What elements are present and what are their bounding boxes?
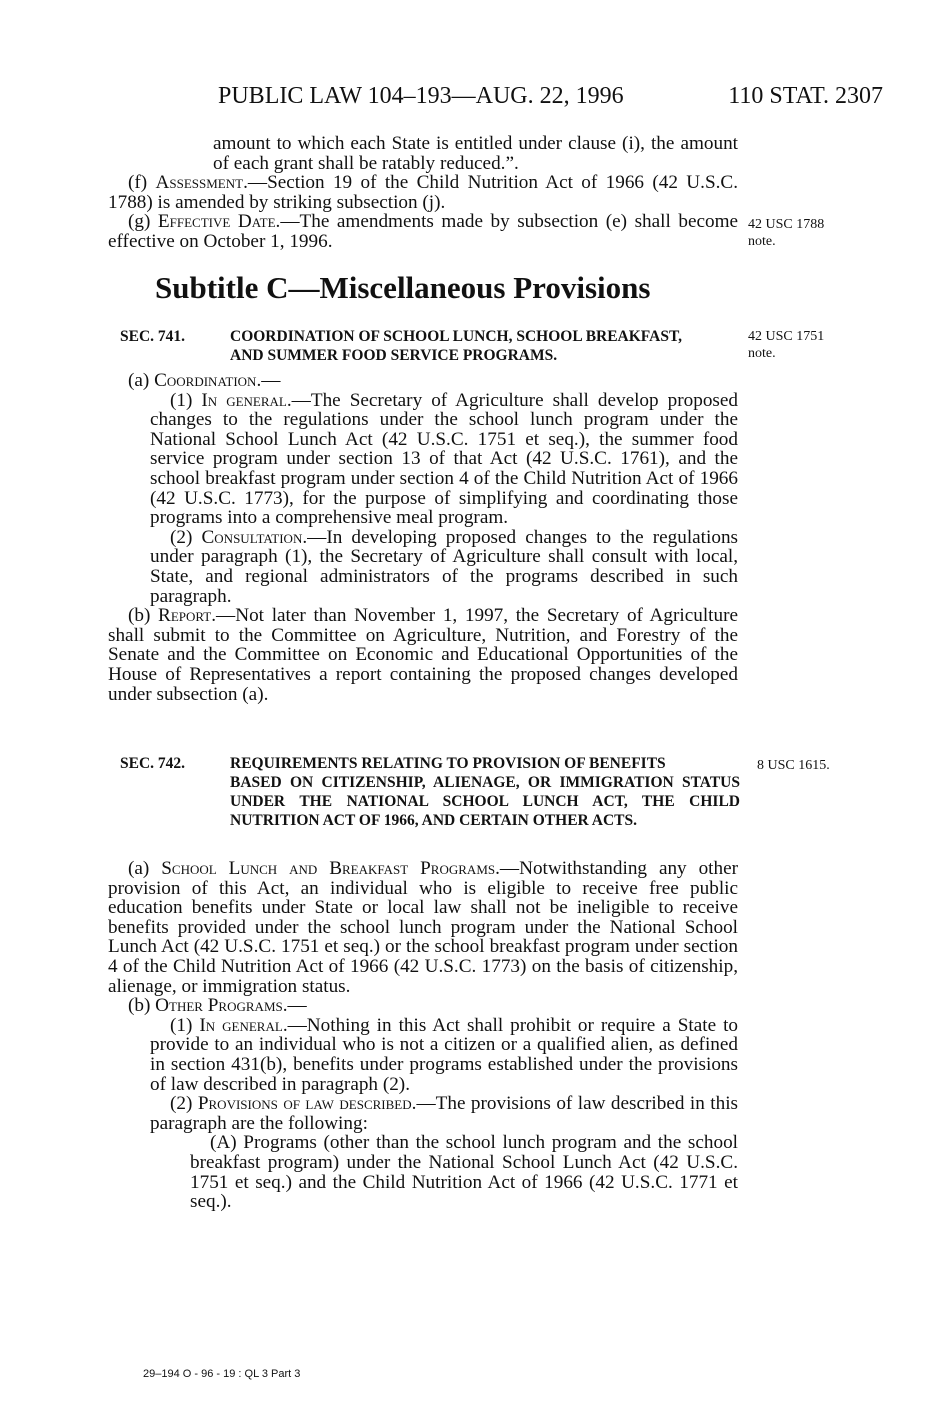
header-law-citation: PUBLIC LAW 104–193—AUG. 22, 1996 <box>218 83 624 109</box>
section-741-heading <box>120 327 740 365</box>
section-741-body <box>108 371 738 704</box>
continuation-paragraph: amount to which each State is entitled under clause (i), the amount of each grant shall be ratably reduced.”. <box>213 133 738 174</box>
section-741-number: SEC. 741. <box>120 328 186 345</box>
margin-note-usc-1751: 42 USC 1751 note. <box>748 329 825 361</box>
section-742-paragraph-b2: (2) Provisions of law described.—The provisions of law described in this paragraph are the following: <box>150 1093 739 1134</box>
section-742-paragraph-b1: (1) In general.—Nothing in this Act shall prohibit or require a State to provide to an individual who is not a citizen or a qualified alien, as defined in section 431(b), benefits under programs established under the provisions of law described in paragraph (2). <box>150 1014 739 1095</box>
subsection-g-heading: Effective Date <box>157 211 276 233</box>
section-741-title-line2: AND SUMMER FOOD SERVICE PROGRAMS. <box>230 347 558 364</box>
section-742-subsection-b: (b) Other Programs.— <box>128 995 307 1017</box>
header-stat-page: 110 STAT. 2307 <box>728 83 883 109</box>
running-header <box>218 83 883 113</box>
margin-note-usc-1615: 8 USC 1615. <box>757 758 830 773</box>
section-741-subsection-b: (b) Report.—Not later than November 1, 1997, the Secretary of Agriculture shall submit to the Committee on Agriculture, Nutrition, and Forestry of the Senate and the Committee on Economic and Educational Opportunities of the House of Representatives a report containing the proposed changes developed under subsection (a). <box>108 605 738 705</box>
section-741-paragraph-a2: (2) Consultation.—In developing proposed changes to the regulations under paragraph (1), the Secretary of Agriculture shall consult with local, State, and regional administrators of the programs described in such paragraph. <box>150 526 738 607</box>
subsection-f: (f) Assessment.—Section 19 of the Child Nutrition Act of 1966 (42 U.S.C. 1788) is amended by striking subsection (j). <box>108 172 739 213</box>
subsection-g: (g) Effective Date.—The amendments made by subsection (e) shall become effective on October 1, 1996. <box>108 211 739 252</box>
section-741-subsection-a: (a) Coordination.— <box>128 370 281 391</box>
section-742-subparagraph-b2A: (A) Programs (other than the school lunch program and the school breakfast program) under the National School Lunch Act (42 U.S.C. 1751 et seq.) and the Child Nutrition Act of 1966 (42 U.S.C. 1771 et seq.). <box>190 1132 738 1213</box>
margin-note-usc-1788: 42 USC 1788 note. <box>748 217 825 249</box>
section-741-paragraph-a1: (1) In general.—The Secretary of Agriculture shall develop proposed changes to the regulations under the school lunch program under the National School Lunch Act (42 U.S.C. 1751 et seq.), the summer food service program under section 13 of that Act (42 U.S.C. 1761), and the school breakfast program under section 4 of the Child Nutrition Act of 1966 (42 U.S.C. 1773), for the purpose of simplifying and coordinating those programs into a comprehensive meal program. <box>150 389 738 529</box>
subsection-f-heading: Assessment <box>155 172 244 194</box>
section-742-body <box>108 859 738 1212</box>
subtitle-heading: Subtitle C—Miscellaneous Provisions <box>155 270 651 305</box>
section-742-heading <box>120 754 740 830</box>
section-742-subsection-a: (a) School Lunch and Breakfast Programs.—Notwithstanding any other provision of this Act, an individual who is eligible to receive free public education benefits under State or local law shall not be ineligible to receive benefits provided under the school lunch program under the National School Lunch Act (42 U.S.C. 1751 et seq.) or the school breakfast program under section 4 of the Child Nutrition Act of 1966 (42 U.S.C. 1773) on the basis of citizenship, alienage, or immigration status. <box>108 858 738 997</box>
section-742-title-rest: BASED ON CITIZENSHIP, ALIENAGE, OR IMMIGRATION STATUS UNDER THE NATIONAL SCHOOL LUNCH ACT, THE CHILD NUTRITION ACT OF 1966, AND CERTAIN OTHER ACTS. <box>230 774 740 829</box>
print-job-footer: 29–194 O - 96 - 19 : QL 3 Part 3 <box>143 1368 301 1380</box>
section-741-title-line1: COORDINATION OF SCHOOL LUNCH, SCHOOL BREAKFAST, <box>230 328 683 345</box>
section-742-title-line1: REQUIREMENTS RELATING TO PROVISION OF BENEFITS <box>230 755 666 772</box>
opening-text-block <box>108 134 738 252</box>
section-742-number: SEC. 742. <box>120 755 186 772</box>
